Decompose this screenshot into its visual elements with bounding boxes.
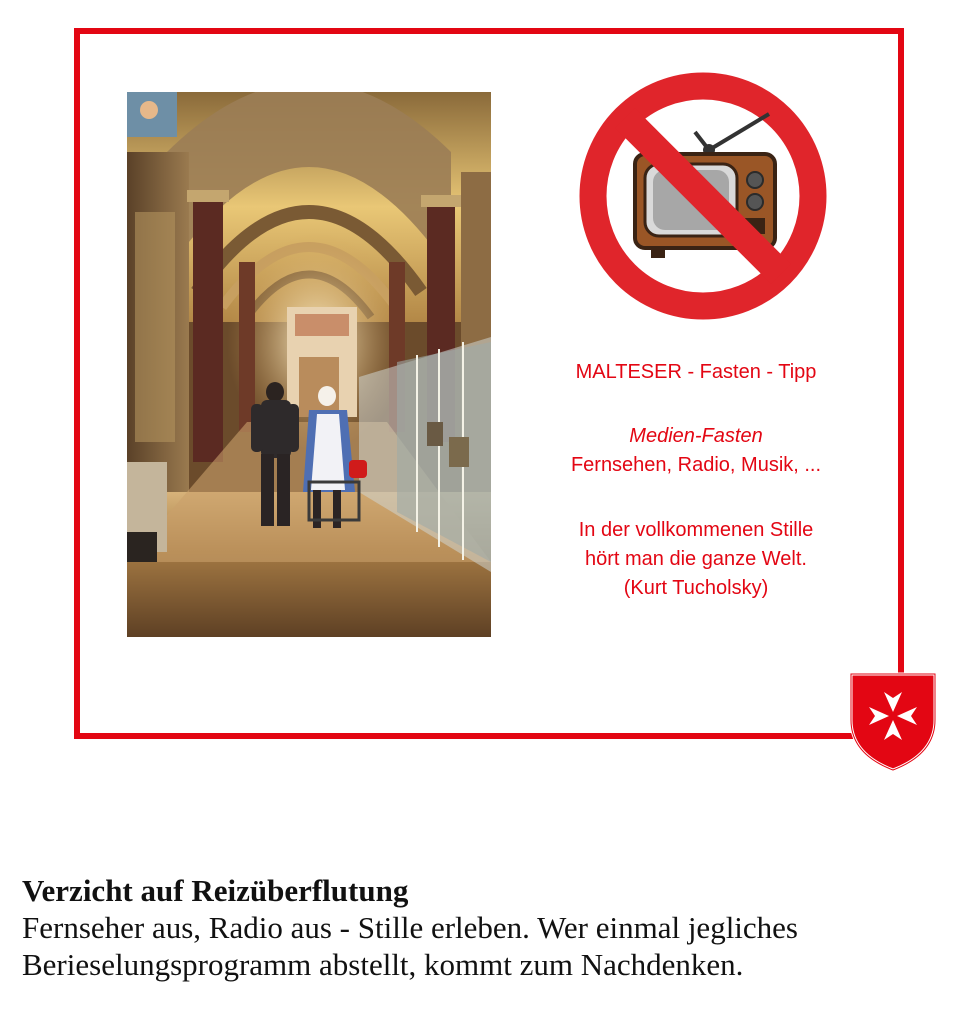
- quote-author: (Kurt Tucholsky): [623, 577, 769, 599]
- fasten-tipp-text: [510, 358, 882, 603]
- topic-title: Medien-Fasten: [629, 425, 763, 447]
- topic-items: Fernsehen, Radio, Musik, ...: [570, 454, 822, 476]
- no-tv-icon: [577, 70, 829, 322]
- caption-line-1: Fernseher aus, Radio aus - Stille erleben. Wer einmal jegliches: [22, 910, 798, 945]
- quote-line-2: hört man die ganze Welt.: [585, 548, 807, 570]
- museum-corridor-photo: [127, 92, 491, 637]
- caption-heading: Verzicht auf Reizüberflutung: [22, 873, 409, 908]
- caption-block: [22, 872, 967, 983]
- quote-line-1: In der vollkommenen Stille: [578, 519, 814, 541]
- maltese-cross-shield-icon: [847, 670, 939, 774]
- tip-title: MALTESER - Fasten - Tipp: [575, 361, 817, 383]
- caption-line-2: Berieselungsprogramm abstellt, kommt zum Nachdenken.: [22, 947, 744, 982]
